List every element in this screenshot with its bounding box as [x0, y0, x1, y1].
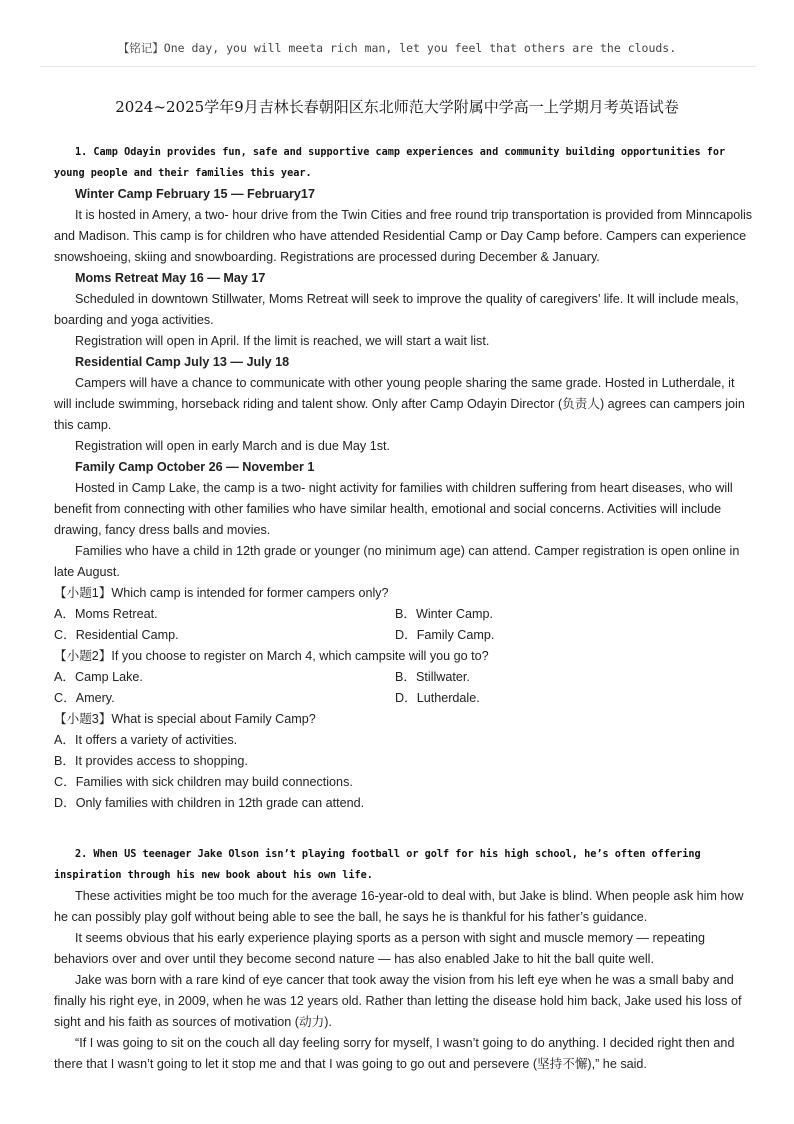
moms-retreat-text: Scheduled in downtown Stillwater, Moms Retreat will seek to improve the quality of caregivers’ life. It will include meals, boarding and yoga activities. — [54, 292, 739, 327]
question-2-paragraph-2: It seems obvious that his early experience playing sports as a person with sight and muscle memory — repeating behaviors over and over until they become second nature — has also enabled Jake to hit the ball quite well. — [54, 931, 705, 966]
question-1-intro: 1. Camp Odayin provides fun, safe and supportive camp experiences and community building opportunities for young people and their families this year. — [54, 147, 726, 179]
option-b: B．Stillwater. — [395, 670, 470, 684]
sub-question-2-options-row-2 — [54, 688, 754, 709]
family-camp-registration: Families who have a child in 12th grade or younger (no minimum age) can attend. Camper registration is open online in late August. — [54, 544, 740, 579]
sub-question-2-options-row-1 — [54, 667, 754, 688]
option-a: A．Moms Retreat. — [54, 607, 158, 621]
header-motto: 【铭记】One day, you will meeta rich man, let you feel that others are the clouds. — [117, 41, 677, 55]
option-d: D．Lutherdale. — [395, 691, 480, 705]
winter-camp-heading: Winter Camp February 15 — February17 — [75, 187, 315, 201]
sub-question-1-options-row-2 — [54, 625, 754, 646]
family-camp-text: Hosted in Camp Lake, the camp is a two- night activity for families with children suffering from heart diseases, who will benefit from connecting with other families who have similar health, emotional and social concerns. Activities will include drawing, fancy dress balls and movies. — [54, 481, 733, 537]
residential-camp-text: Campers will have a chance to communicate with other young people sharing the same grade. Hosted in Lutherdale, it will include swimming, horseback riding and talent show. Only after Camp Odayin Director (负责人) agrees can campers join this camp. — [54, 376, 745, 432]
option-a: A．Camp Lake. — [54, 670, 143, 684]
option-d: D．Only families with children in 12th grade can attend. — [54, 796, 365, 810]
question-2-intro: 2. When US teenager Jake Olson isn’t playing football or golf for his high school, he’s often offering inspiration through his new book about his own life. — [54, 849, 701, 881]
document-body — [54, 142, 754, 1075]
residential-camp-heading: Residential Camp July 13 — July 18 — [75, 355, 290, 369]
question-2-paragraph-1: These activities might be too much for the average 16-year-old to deal with, but Jake is blind. When people ask him how he can possibly play golf without being able to see the ball, he says he is thankful for his father’s guidance. — [54, 889, 744, 924]
option-b: B．It provides access to shopping. — [54, 754, 248, 768]
option-b: B．Winter Camp. — [395, 607, 493, 621]
option-a: A．It offers a variety of activities. — [54, 733, 238, 747]
residential-camp-registration: Registration will open in early March and is due May 1st. — [75, 439, 390, 453]
option-d: D．Family Camp. — [395, 628, 495, 642]
sub-question-1-options-row-1 — [54, 604, 754, 625]
header-divider — [40, 66, 756, 67]
sub-question-1: 【小题1】Which camp is intended for former campers only? — [54, 586, 389, 600]
sub-question-2: 【小题2】If you choose to register on March 4, which campsite will you go to? — [54, 649, 489, 663]
option-c: C．Families with sick children may build connections. — [54, 775, 353, 789]
option-c: C．Residential Camp. — [54, 628, 179, 642]
sub-question-3: 【小题3】What is special about Family Camp? — [54, 712, 316, 726]
option-c: C．Amery. — [54, 691, 115, 705]
page-title: 2024~2025学年9月吉林长春朝阳区东北师范大学附属中学高一上学期月考英语试卷 — [115, 98, 679, 116]
winter-camp-text: It is hosted in Amery, a two- hour drive from the Twin Cities and free round trip transportation is provided from Minncapolis and Madison. This camp is for children who have attended Residential Camp or Day Camp before. Campers can experience snowshoeing, skiing and snowboarding. Registrations are processed during December & January. — [54, 208, 753, 264]
question-2-paragraph-3: Jake was born with a rare kind of eye cancer that took away the vision from his left eye when he was a small baby and finally his right eye, in 2009, when he was 12 years old. Rather than letting the disease hold him back, Jake used his loss of sight and his faith as sources of motivation (动力). — [54, 973, 742, 1029]
moms-retreat-registration: Registration will open in April. If the limit is reached, we will start a wait list. — [75, 334, 490, 348]
moms-retreat-heading: Moms Retreat May 16 — May 17 — [75, 271, 266, 285]
question-2-paragraph-4: “If I was going to sit on the couch all day feeling sorry for myself, I wasn’t going to do anything. I decided right then and there that I wasn’t going to let it stop me and that I was going to go out and persevere (坚持不懈),” he said. — [54, 1036, 735, 1071]
family-camp-heading: Family Camp October 26 — November 1 — [75, 460, 315, 474]
section-spacer — [54, 814, 754, 844]
